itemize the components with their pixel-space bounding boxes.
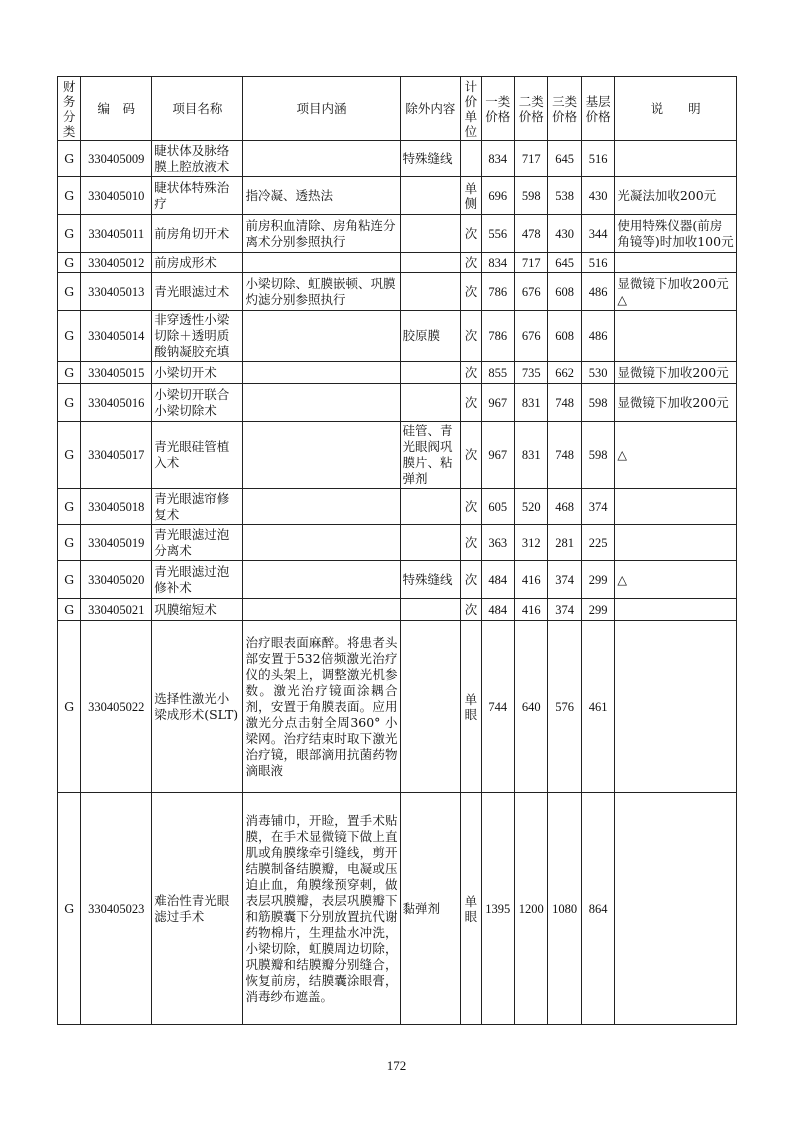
cell-price-base: 864 <box>581 793 614 1025</box>
cell-price2: 735 <box>515 362 548 384</box>
cell-note <box>615 621 737 793</box>
header-price2: 二类价格 <box>515 77 548 141</box>
cell-note: 显微镜下加收200元 <box>615 362 737 384</box>
table-row <box>58 793 737 1025</box>
cell-price1: 855 <box>481 362 514 384</box>
cell-name: 前房角切开术 <box>152 215 243 253</box>
cell-content <box>243 384 400 422</box>
cell-price-base: 299 <box>581 561 614 599</box>
cell-note: 光凝法加收200元 <box>615 177 737 215</box>
cell-price-base: 374 <box>581 489 614 525</box>
cell-exclusion <box>400 177 461 215</box>
header-note: 说 明 <box>615 77 737 141</box>
cell-code: 330405021 <box>81 599 152 621</box>
cell-price2: 598 <box>515 177 548 215</box>
cell-category: G <box>58 362 81 384</box>
cell-note: 显微镜下加收200元 <box>615 384 737 422</box>
header-price3: 三类价格 <box>548 77 581 141</box>
cell-price3: 538 <box>548 177 581 215</box>
cell-unit: 次 <box>461 384 481 422</box>
cell-category: G <box>58 489 81 525</box>
cell-price3: 748 <box>548 422 581 489</box>
cell-content <box>243 525 400 561</box>
cell-price1: 967 <box>481 422 514 489</box>
cell-code: 330405009 <box>81 141 152 177</box>
cell-exclusion: 黏弹剂 <box>400 793 461 1025</box>
cell-category: G <box>58 422 81 489</box>
cell-unit: 单眼 <box>461 793 481 1025</box>
cell-price2: 831 <box>515 384 548 422</box>
cell-content <box>243 599 400 621</box>
cell-unit: 次 <box>461 489 481 525</box>
cell-code: 330405018 <box>81 489 152 525</box>
cell-price3: 662 <box>548 362 581 384</box>
cell-note <box>615 141 737 177</box>
cell-category: G <box>58 525 81 561</box>
cell-price-base: 344 <box>581 215 614 253</box>
cell-price2: 640 <box>515 621 548 793</box>
cell-price2: 312 <box>515 525 548 561</box>
cell-unit: 次 <box>461 422 481 489</box>
cell-content: 小梁切除、虹膜嵌顿、巩膜灼滤分别参照执行 <box>243 273 400 311</box>
cell-price2: 520 <box>515 489 548 525</box>
cell-exclusion <box>400 253 461 273</box>
table-row <box>58 177 737 215</box>
cell-content: 前房积血清除、房角粘连分离术分别参照执行 <box>243 215 400 253</box>
cell-price1: 556 <box>481 215 514 253</box>
cell-price1: 363 <box>481 525 514 561</box>
cell-price1: 605 <box>481 489 514 525</box>
cell-note <box>615 489 737 525</box>
cell-name: 青光眼滤过术 <box>152 273 243 311</box>
header-unit: 计价单位 <box>461 77 481 141</box>
cell-price3: 608 <box>548 273 581 311</box>
cell-price1: 744 <box>481 621 514 793</box>
cell-price-base: 486 <box>581 311 614 362</box>
header-code: 编 码 <box>81 77 152 141</box>
cell-exclusion <box>400 621 461 793</box>
cell-category: G <box>58 141 81 177</box>
cell-price2: 831 <box>515 422 548 489</box>
cell-code: 330405014 <box>81 311 152 362</box>
cell-unit: 次 <box>461 311 481 362</box>
cell-category: G <box>58 621 81 793</box>
cell-price2: 717 <box>515 141 548 177</box>
table-row <box>58 489 737 525</box>
cell-exclusion <box>400 489 461 525</box>
cell-exclusion <box>400 599 461 621</box>
cell-note: 显微镜下加收200元△ <box>615 273 737 311</box>
cell-price3: 748 <box>548 384 581 422</box>
cell-name: 小梁切开联合小梁切除术 <box>152 384 243 422</box>
header-row <box>58 77 737 141</box>
cell-price-base: 598 <box>581 384 614 422</box>
pricing-table <box>57 76 737 1025</box>
cell-price1: 834 <box>481 141 514 177</box>
header-exclusion: 除外内容 <box>400 77 461 141</box>
cell-price2: 717 <box>515 253 548 273</box>
cell-unit: 单眼 <box>461 621 481 793</box>
cell-code: 330405023 <box>81 793 152 1025</box>
header-price1: 一类价格 <box>481 77 514 141</box>
cell-price1: 786 <box>481 273 514 311</box>
table-row <box>58 362 737 384</box>
table-row <box>58 273 737 311</box>
table-row <box>58 215 737 253</box>
cell-unit: 次 <box>461 362 481 384</box>
cell-content: 消毒铺巾，开睑，置手术贴膜，在手术显微镜下做上直肌或角膜缘牵引缝线，剪开结膜制备结膜瓣，电凝或压迫止血，角膜缘预穿刺，做表层巩膜瓣，表层巩膜瓣下和筋膜囊下分别放置抗代谢药物棉片，生理盐水冲洗，小梁切除，虹膜周边切除，巩膜瓣和结膜瓣分别缝合，恢复前房，结膜囊涂眼膏，消毒纱布遮盖。 <box>243 793 400 1025</box>
cell-note <box>615 793 737 1025</box>
cell-exclusion <box>400 362 461 384</box>
cell-name: 巩膜缩短术 <box>152 599 243 621</box>
cell-price3: 608 <box>548 311 581 362</box>
cell-content <box>243 489 400 525</box>
cell-note <box>615 599 737 621</box>
cell-content <box>243 561 400 599</box>
cell-name: 非穿透性小梁切除＋透明质酸钠凝胶充填 <box>152 311 243 362</box>
cell-name: 睫状体及脉络膜上腔放液术 <box>152 141 243 177</box>
cell-exclusion: 胶原膜 <box>400 311 461 362</box>
cell-content <box>243 253 400 273</box>
cell-price3: 576 <box>548 621 581 793</box>
cell-price2: 416 <box>515 599 548 621</box>
cell-content <box>243 141 400 177</box>
cell-price3: 1080 <box>548 793 581 1025</box>
cell-note: △ <box>615 561 737 599</box>
cell-price1: 967 <box>481 384 514 422</box>
header-name: 项目名称 <box>152 77 243 141</box>
cell-category: G <box>58 599 81 621</box>
cell-exclusion <box>400 215 461 253</box>
cell-price3: 281 <box>548 525 581 561</box>
cell-price-base: 225 <box>581 525 614 561</box>
cell-name: 青光眼滤帘修复术 <box>152 489 243 525</box>
cell-code: 330405013 <box>81 273 152 311</box>
cell-price2: 478 <box>515 215 548 253</box>
cell-category: G <box>58 561 81 599</box>
cell-note: 使用特殊仪器(前房角镜等)时加收100元 <box>615 215 737 253</box>
cell-name: 青光眼滤过泡修补术 <box>152 561 243 599</box>
cell-unit <box>461 141 481 177</box>
cell-exclusion <box>400 525 461 561</box>
cell-code: 330405019 <box>81 525 152 561</box>
cell-category: G <box>58 273 81 311</box>
cell-price1: 484 <box>481 561 514 599</box>
cell-price-base: 430 <box>581 177 614 215</box>
cell-price1: 834 <box>481 253 514 273</box>
cell-price1: 786 <box>481 311 514 362</box>
cell-name: 睫状体特殊治疗 <box>152 177 243 215</box>
cell-exclusion <box>400 273 461 311</box>
cell-unit: 次 <box>461 215 481 253</box>
table-row <box>58 311 737 362</box>
cell-price1: 484 <box>481 599 514 621</box>
cell-content <box>243 422 400 489</box>
table-row <box>58 561 737 599</box>
cell-price3: 645 <box>548 141 581 177</box>
cell-content <box>243 311 400 362</box>
cell-code: 330405020 <box>81 561 152 599</box>
cell-price1: 1395 <box>481 793 514 1025</box>
cell-unit: 单侧 <box>461 177 481 215</box>
cell-note <box>615 311 737 362</box>
cell-name: 前房成形术 <box>152 253 243 273</box>
cell-content <box>243 362 400 384</box>
page-number: 172 <box>386 1058 407 1073</box>
cell-price-base: 486 <box>581 273 614 311</box>
cell-content: 治疗眼表面麻醉。将患者头部安置于532倍频激光治疗仪的头架上，调整激光机参数。激光治疗镜面涂耦合剂，安置于角膜表面。应用激光分点击射全周360° 小梁网。治疗结束时取下激光治疗镜，眼部滴用抗菌药物滴眼液 <box>243 621 400 793</box>
cell-unit: 次 <box>461 599 481 621</box>
table-row <box>58 621 737 793</box>
cell-price3: 374 <box>548 599 581 621</box>
cell-content: 指冷凝、透热法 <box>243 177 400 215</box>
table-row <box>58 253 737 273</box>
cell-category: G <box>58 177 81 215</box>
cell-exclusion: 硅管、青光眼阀巩膜片、粘弹剂 <box>400 422 461 489</box>
cell-price3: 468 <box>548 489 581 525</box>
table-row <box>58 384 737 422</box>
cell-price3: 374 <box>548 561 581 599</box>
cell-unit: 次 <box>461 273 481 311</box>
cell-category: G <box>58 253 81 273</box>
cell-price1: 696 <box>481 177 514 215</box>
table-row <box>58 599 737 621</box>
cell-price-base: 516 <box>581 141 614 177</box>
cell-note <box>615 525 737 561</box>
table-row <box>58 422 737 489</box>
cell-name: 小梁切开术 <box>152 362 243 384</box>
cell-price-base: 530 <box>581 362 614 384</box>
cell-price-base: 598 <box>581 422 614 489</box>
cell-exclusion <box>400 384 461 422</box>
table-row <box>58 141 737 177</box>
cell-code: 330405017 <box>81 422 152 489</box>
cell-category: G <box>58 215 81 253</box>
cell-price-base: 461 <box>581 621 614 793</box>
cell-price2: 1200 <box>515 793 548 1025</box>
cell-code: 330405011 <box>81 215 152 253</box>
cell-exclusion: 特殊缝线 <box>400 561 461 599</box>
cell-category: G <box>58 311 81 362</box>
cell-code: 330405015 <box>81 362 152 384</box>
cell-name: 青光眼硅管植入术 <box>152 422 243 489</box>
cell-exclusion: 特殊缝线 <box>400 141 461 177</box>
cell-price3: 430 <box>548 215 581 253</box>
cell-note: △ <box>615 422 737 489</box>
cell-unit: 次 <box>461 253 481 273</box>
cell-category: G <box>58 793 81 1025</box>
cell-category: G <box>58 384 81 422</box>
cell-price3: 645 <box>548 253 581 273</box>
cell-price-base: 516 <box>581 253 614 273</box>
cell-name: 难治性青光眼滤过手术 <box>152 793 243 1025</box>
header-category: 财务分类 <box>58 77 81 141</box>
header-price-base: 基层价格 <box>581 77 614 141</box>
cell-code: 330405010 <box>81 177 152 215</box>
cell-name: 青光眼滤过泡分离术 <box>152 525 243 561</box>
header-content: 项目内涵 <box>243 77 400 141</box>
cell-code: 330405012 <box>81 253 152 273</box>
table-row <box>58 525 737 561</box>
cell-price2: 416 <box>515 561 548 599</box>
cell-code: 330405022 <box>81 621 152 793</box>
cell-price-base: 299 <box>581 599 614 621</box>
cell-price2: 676 <box>515 273 548 311</box>
cell-note <box>615 253 737 273</box>
cell-price2: 676 <box>515 311 548 362</box>
cell-name: 选择性激光小梁成形术(SLT) <box>152 621 243 793</box>
cell-unit: 次 <box>461 525 481 561</box>
cell-unit: 次 <box>461 561 481 599</box>
cell-code: 330405016 <box>81 384 152 422</box>
